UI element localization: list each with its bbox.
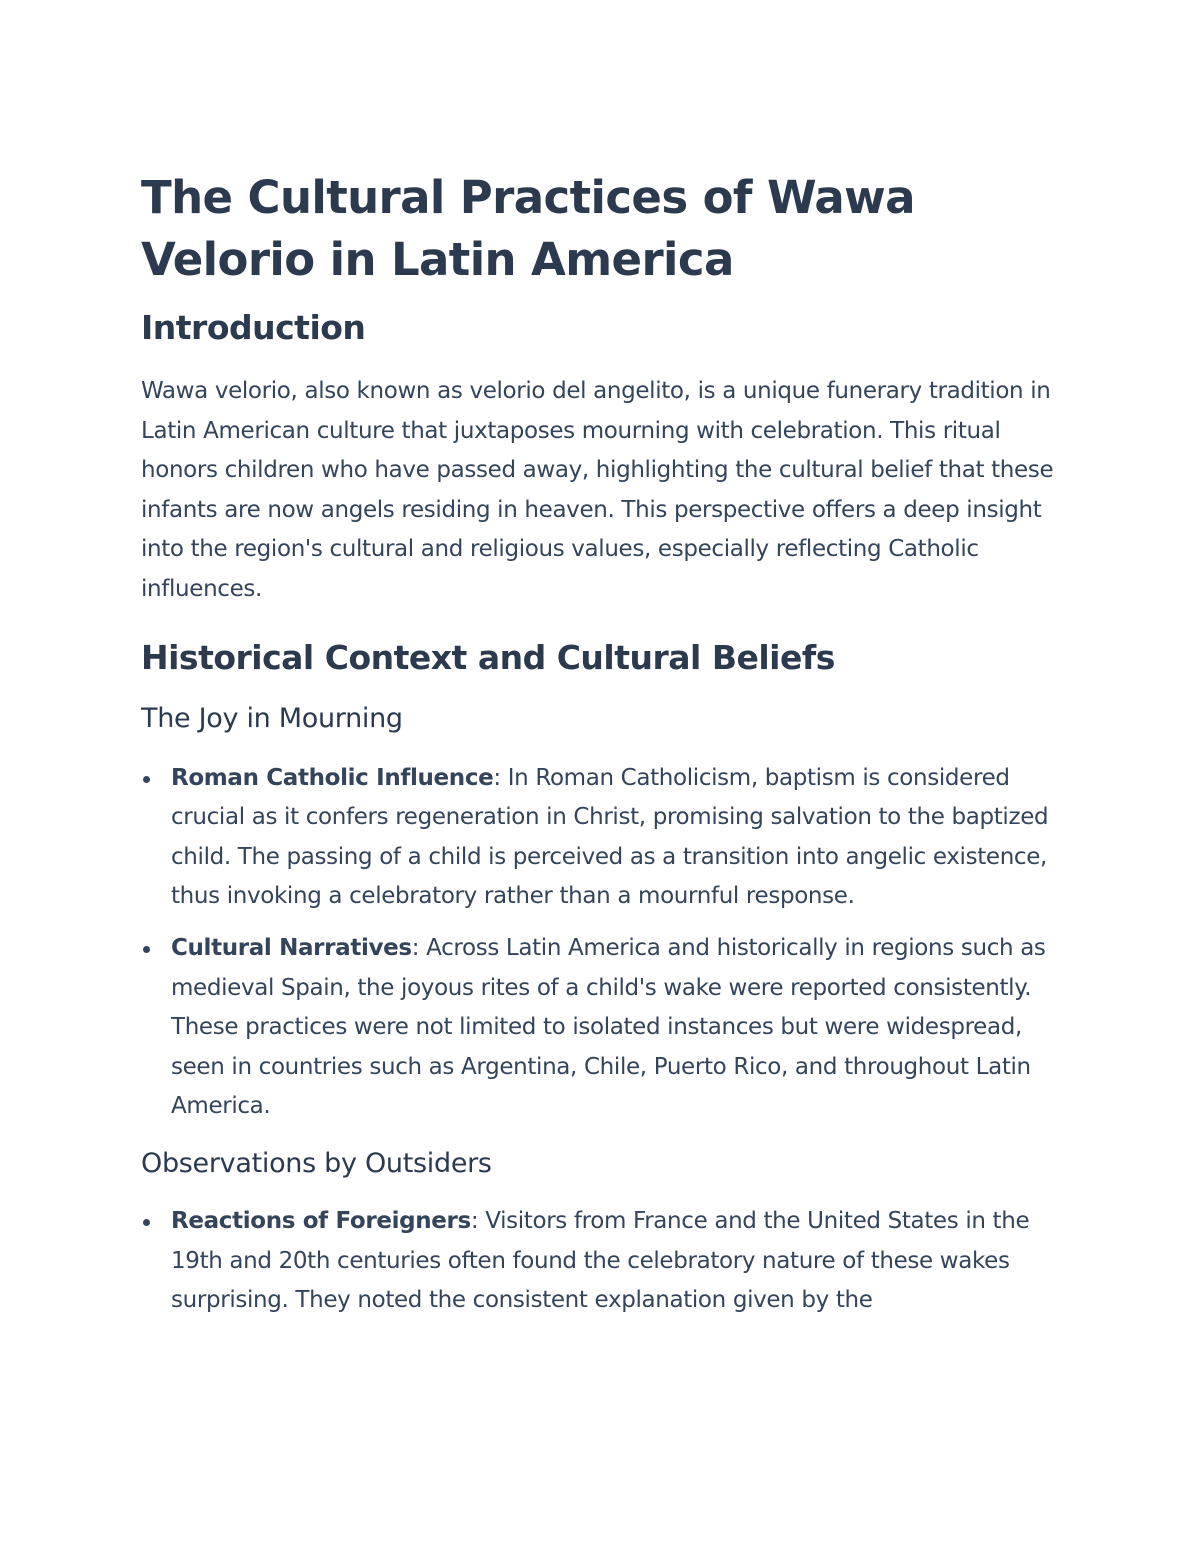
list-item-term: Reactions of Foreigners — [171, 1207, 471, 1234]
list-item-term: Roman Catholic Influence — [171, 764, 494, 791]
list-item-text: : In Roman Catholicism, baptism is considered crucial as it confers regeneration in Christ, promising salvation to the baptized child. The passing of a child is perceived as a transition into angelic existence, thus invoking a celebratory rather than a mournful response. — [171, 764, 1049, 910]
bullet-icon — [143, 946, 150, 953]
observations-heading: Observations by Outsiders — [141, 1147, 492, 1179]
document-title: The Cultural Practices of Wawa Velorio in Latin America — [141, 171, 915, 286]
list-item-text: : Visitors from France and the United States in the 19th and 20th centuries often found the celebratory nature of these wakes surprising. They noted the consistent explanation given by the — [171, 1207, 1030, 1314]
bullet-icon — [143, 1219, 150, 1226]
bullet-icon — [143, 776, 150, 783]
list-item — [141, 1202, 1066, 1321]
introduction-paragraph: Wawa velorio, also known as velorio del angelito, is a unique funerary tradition in Latin American culture that juxtaposes mourning with celebration. This ritual honors children who have passed away, highlighting the cultural belief that these infants are now angels residing in heaven. This perspective offers a deep insight into the region's cultural and religious values, especially reflecting Catholic influences. — [141, 378, 1054, 602]
introduction-heading: Introduction — [141, 308, 366, 347]
document-page — [141, 160, 1066, 1321]
joy-in-mourning-heading: The Joy in Mourning — [141, 702, 403, 734]
joy-in-mourning-list — [141, 759, 1066, 1127]
list-item-term: Cultural Narratives — [171, 934, 412, 961]
historical-context-heading: Historical Context and Cultural Beliefs — [141, 637, 835, 677]
observations-list — [141, 1202, 1066, 1321]
list-item-text: : Across Latin America and historically in regions such as medieval Spain, the joyous rites of a child's wake were reported consistently. These practices were not limited to isolated instances but were widespread, seen in countries such as Argentina, Chile, Puerto Rico, and throughout Latin America. — [171, 934, 1046, 1120]
list-item — [141, 759, 1066, 917]
list-item — [141, 929, 1066, 1127]
